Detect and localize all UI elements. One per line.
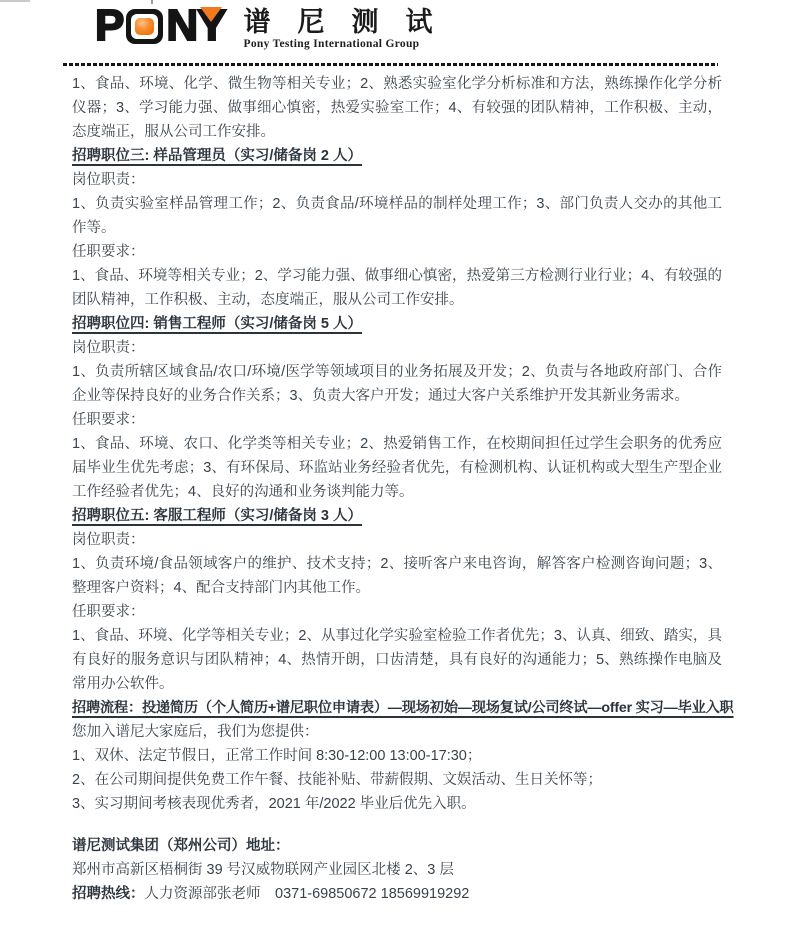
logo-letter-p: P (95, 1, 124, 50)
pony-logotype (95, 1, 226, 50)
logo-letter-y: Y (197, 1, 226, 50)
position-4-title: 招聘职位四: 销售工程师（实习/储备岗 5 人） (72, 316, 363, 332)
brand-name-chinese: 谱尼测试 (243, 7, 460, 37)
logo-orange-square (135, 18, 154, 35)
position-3-title: 招聘职位三: 样品管理员（实习/储备岗 2 人） (72, 148, 363, 164)
header (0, 0, 794, 66)
brand-text (244, 5, 460, 50)
position-3-requirements: 1、食品、环境等相关专业；2、学习能力强、做事细心慎密，热爱第三方检测行业行业；4、有较强的团队精神，工作积极、主动，态度端正，服从公司工作安排。 (72, 268, 722, 308)
position-4-requirements: 1、食品、环境、农口、化学类等相关专业；2、热爱销售工作，在校期间担任过学生会职务的优秀应届毕业生优先考虑；3、有环保局、环监站业务经验者优先，有检测机构、认证机构或大型生产型企业工作经验者优先；4、良好的沟通和业务谈判能力等。 (72, 436, 722, 500)
benefit-item-2: 2、在公司期间提供免费工作午餐、技能补贴、带薪假期、文娱活动、生日关怀等； (72, 772, 603, 788)
hotline-value: 人力资源部张老师 0371-69850672 18569919292 (144, 886, 470, 902)
document-body (0, 72, 794, 906)
position-4-duties-label: 岗位职责： (72, 340, 145, 356)
company-address: 郑州市高新区梧桐街 39 号汉威物联网产业园区北楼 2、3 层 (72, 862, 454, 878)
hotline-line (72, 882, 722, 906)
position-5-title: 招聘职位五: 客服工程师（实习/储备岗 3 人） (72, 508, 363, 524)
logo-y-triangle-icon (200, 7, 222, 22)
position-4-requirements-label: 任职要求： (72, 412, 145, 428)
benefits-intro: 您加入谱尼大家庭后，我们为您提供： (72, 724, 319, 740)
position-3-duties-label: 岗位职责： (72, 172, 145, 188)
position-5-duties: 1、负责环境/食品领域客户的维护、技术支持；2、接听客户来电咨询，解答客户检测咨询问题；3、整理客户资料；4、配合支持部门内其他工作。 (72, 556, 722, 596)
header-divider (63, 63, 718, 66)
position-5-duties-label: 岗位职责： (72, 532, 145, 548)
pony-logo (0, 1, 794, 50)
recruitment-process: 招聘流程：投递简历（个人简历+谱尼职位申请表）—现场初始—现场复试/公司终试—offer 实习—毕业入职 (72, 700, 734, 716)
position-5-requirements-label: 任职要求： (72, 604, 145, 620)
position-5-requirements: 1、食品、环境、化学等相关专业；2、从事过化学实验室检验工作者优先；3、认真、细致、踏实，具有良好的服务意识与团队精神；4、热情开朗，口齿清楚，具有良好的沟通能力；5、熟练操作电脑及常用办公软件。 (72, 628, 722, 692)
position-3-requirements-label: 任职要求： (72, 244, 145, 260)
hotline-label: 招聘热线： (72, 886, 145, 902)
brand-name-english: Pony Testing International Group (243, 38, 420, 50)
benefit-item-3: 3、实习期间考核表现优秀者，2021 年/2022 毕业后优先入职。 (72, 796, 476, 812)
position-3-duties: 1、负责实验室样品管理工作；2、负责食品/环境样品的制样处理工作；3、部门负责人交办的其他工作等。 (72, 196, 722, 236)
logo-o-mark-icon (126, 9, 163, 44)
benefit-item-1: 1、双休、法定节假日，正常工作时间 8:30-12:00 13:00-17:30； (72, 748, 482, 764)
company-address-label: 谱尼测试集团（郑州公司）地址： (72, 838, 290, 854)
intro-requirements-paragraph: 1、食品、环境、化学、微生物等相关专业；2、熟悉实验室化学分析标准和方法，熟练操作化学分析仪器；3、学习能力强、做事细心慎密，热爱实验室工作；4、有较强的团队精神，工作积极、主动，态度端正，服从公司工作安排。 (72, 76, 722, 140)
position-4-duties: 1、负责所辖区域食品/农口/环境/医学等领域项目的业务拓展及开发；2、负责与各地政府部门、合作企业等保持良好的业务合作关系；3、负责大客户开发；通过大客户关系维护开发其新业务需求。 (72, 364, 722, 404)
logo-letter-n: N (166, 1, 198, 50)
